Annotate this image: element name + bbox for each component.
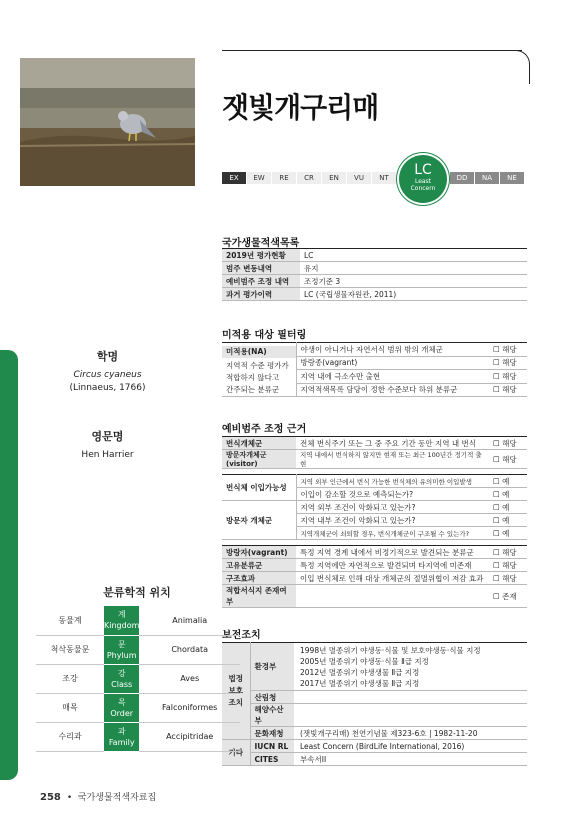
table-row — [36, 635, 240, 664]
species-photo — [20, 58, 195, 186]
ministry-line: 2005년 멸종위기 야생동·식물 Ⅱ급 지정 — [300, 656, 429, 666]
taxon-ko: 매목 — [36, 693, 104, 722]
page-number: 258 — [40, 792, 61, 803]
taxon-value: Accipitridae — [139, 722, 240, 751]
filtering-group — [222, 343, 296, 397]
conservation-heading: 보전조치 — [222, 630, 261, 641]
status-en: EN — [322, 172, 346, 184]
national-list-heading: 국가생물적색목록 — [222, 238, 300, 249]
adjustment-heading: 예비범주 조정 근거 — [222, 424, 307, 435]
legal-label-line: 조치 — [228, 698, 243, 707]
checkbox-yes[interactable]: ☐ 예 — [489, 527, 527, 540]
table-row — [222, 249, 527, 262]
table-row — [36, 722, 240, 751]
table-row — [222, 753, 527, 766]
table-row — [36, 664, 240, 693]
row-text: 이입 번식체로 인해 대상 개체군의 절멸위협이 저감 효과 — [296, 572, 489, 585]
row-label: 범주 변동내역 — [222, 262, 300, 275]
table-row — [222, 343, 527, 357]
side-tab — [0, 350, 18, 780]
status-nt: NT — [372, 172, 396, 184]
eng-name-heading: 영문명 — [91, 430, 124, 443]
taxon-rank — [104, 722, 139, 751]
status-scale — [222, 172, 525, 184]
taxon-rank — [104, 664, 139, 693]
taxon-value: Aves — [139, 664, 240, 693]
rank-ko: 목 — [117, 697, 126, 707]
taxonomy-heading-block — [52, 586, 222, 605]
table-row — [222, 727, 527, 740]
table-row — [36, 606, 240, 635]
ocean-label: 해양수산부 — [250, 704, 294, 727]
status-dd: DD — [450, 172, 474, 184]
filtering-group-label: 미적용(NA) — [222, 346, 296, 358]
table-row — [222, 559, 527, 572]
taxon-rank — [104, 693, 139, 722]
page-title: 잿빛개구리매 — [222, 91, 379, 124]
header-rule — [222, 50, 522, 51]
row-label: 번식개체군 — [222, 437, 296, 450]
status-cr: CR — [297, 172, 321, 184]
table-row — [222, 691, 527, 704]
checkbox-applicable[interactable]: ☐ 해당 — [489, 370, 527, 384]
taxon-rank — [104, 606, 139, 635]
table-row — [222, 437, 527, 450]
status-ex: EX — [222, 172, 246, 184]
taxon-ko: 척삭동물문 — [36, 635, 104, 664]
table-row — [222, 585, 527, 608]
row-value: LC — [300, 249, 527, 262]
row-text: 지역 내부 조건이 악화되고 있는가? — [296, 514, 489, 527]
row-label: 방문자개체군(visitor) — [222, 450, 296, 469]
table-row — [222, 546, 527, 559]
rank-en: Kingdom — [104, 621, 140, 631]
row-label: 방문자 개체군 — [222, 501, 296, 540]
taxonomy-heading: 분류학적 위치 — [103, 586, 171, 599]
taxon-value: Animalia — [139, 606, 240, 635]
table-row — [222, 572, 527, 585]
table-row — [222, 704, 527, 727]
checkbox-yes[interactable]: ☐ 예 — [489, 501, 527, 514]
book-title: 국가생물적색자료집 — [77, 793, 157, 803]
checkbox-applicable[interactable]: ☐ 해당 — [489, 450, 527, 469]
row-label: 적합서식지 존재여부 — [222, 585, 296, 608]
taxon-ko: 수리과 — [36, 722, 104, 751]
english-name-block — [20, 430, 195, 462]
table-row — [222, 475, 527, 488]
checkbox-yes[interactable]: ☐ 예 — [489, 488, 527, 501]
row-label: 고유분류군 — [222, 559, 296, 572]
table-row — [222, 501, 527, 514]
filtering-table — [222, 342, 527, 397]
checkbox-applicable[interactable]: ☐ 해당 — [489, 383, 527, 397]
etc-label: 기타 — [222, 740, 250, 766]
row-text: 이입이 감소할 것으로 예측되는가? — [296, 488, 489, 501]
adjustment-table — [222, 436, 527, 608]
table-row — [222, 643, 527, 691]
row-text: 야생이 아니거나 자연서식 범위 밖의 개체군 — [296, 343, 489, 357]
iucn-text: Least Concern (BirdLife International, 2016) — [294, 740, 527, 753]
checkbox-applicable[interactable]: ☐ 해당 — [489, 559, 527, 572]
sci-name-heading: 학명 — [96, 350, 119, 363]
row-text: 특정 지역 경계 내에서 비정기적으로 발견되는 분류군 — [296, 546, 489, 559]
row-text: 지역개체군이 쇠퇴할 경우, 번식개체군이 구조될 수 있는가? — [296, 527, 489, 540]
taxon-value: Falconiformes — [139, 693, 240, 722]
filtering-heading: 미적용 대상 필터링 — [222, 330, 307, 341]
taxon-rank — [104, 635, 139, 664]
page-footer — [40, 790, 156, 803]
sci-author: (Linnaeus, 1766) — [69, 383, 146, 393]
cites-text: 부속서II — [294, 753, 527, 766]
row-label: 예비범주 조정 내역 — [222, 275, 300, 288]
ministry-label: 환경부 — [250, 643, 294, 691]
status-re: RE — [272, 172, 296, 184]
table-row — [222, 262, 527, 275]
table-row — [36, 693, 240, 722]
row-label: 구조효과 — [222, 572, 296, 585]
row-text: 지역 외부 조건이 악화되고 있는가? — [296, 501, 489, 514]
rank-ko: 계 — [117, 610, 126, 620]
heritage-label: 문화재청 — [250, 727, 294, 740]
legal-label-line: 보호 — [228, 686, 243, 695]
row-text: 지역 내에 극소수만 출현 — [296, 370, 489, 384]
row-label: 방랑자(vagrant) — [222, 546, 296, 559]
checkbox-applicable[interactable]: ☐ 해당 — [489, 356, 527, 370]
row-text — [296, 585, 489, 608]
rank-ko: 강 — [117, 668, 126, 678]
table-row — [222, 288, 527, 301]
ministry-lines — [294, 643, 527, 691]
sci-name: Circus cyaneus — [73, 370, 142, 380]
iucn-label: IUCN RL — [250, 740, 294, 753]
table-row — [222, 275, 527, 288]
taxon-ko: 동물계 — [36, 606, 104, 635]
ministry-line: 1998년 멸종위기 야생동·식물 및 보호야생동·식물 지정 — [300, 645, 481, 655]
row-text: 특정 지역에만 자연적으로 발견되며 타지역에 미존재 — [296, 559, 489, 572]
national-list-table — [222, 248, 527, 301]
row-text: 지역 내에서 번식하지 않지만 현재 또는 최근 100년간 정기적 출현 — [296, 450, 489, 469]
row-value: LC (국립생물자원관, 2011) — [300, 288, 527, 301]
lc-code: LC — [414, 162, 432, 178]
status-vu: VU — [347, 172, 371, 184]
forest-label: 산림청 — [250, 691, 294, 704]
lc-badge — [399, 155, 447, 203]
checkbox-exists[interactable]: ☐ 존재 — [489, 585, 527, 608]
checkbox-applicable[interactable]: ☐ 해당 — [489, 437, 527, 450]
row-text: 전체 번식주기 또는 그 중 주요 기간 동안 지역 내 번식 — [296, 437, 489, 450]
rank-en: Class — [111, 679, 133, 689]
filtering-desc-line: 지역적 수준 평가가 — [226, 361, 289, 370]
lc-name-line1: Least — [414, 178, 432, 185]
taxon-value: Chordata — [139, 635, 240, 664]
rank-en: Order — [110, 708, 134, 718]
rank-ko: 과 — [117, 726, 126, 736]
checkbox-applicable[interactable]: ☐ 해당 — [489, 572, 527, 585]
ministry-line: 2017년 멸종위기 야생생물 Ⅱ급 지정 — [300, 678, 420, 688]
conservation-table — [222, 642, 527, 766]
header-rule-corner — [508, 50, 530, 84]
filtering-desc-line: 간주되는 분류군 — [226, 385, 280, 394]
taxon-ko: 조강 — [36, 664, 104, 693]
rank-en: Family — [108, 737, 135, 747]
row-label: 2019년 평가현황 — [222, 249, 300, 262]
filtering-desc-line: 적합하지 않다고 — [226, 373, 280, 382]
legal-label-line: 법정 — [228, 674, 243, 683]
row-value: 유지 — [300, 262, 527, 275]
table-row — [222, 450, 527, 469]
footer-separator: • — [66, 793, 78, 803]
table-row — [222, 740, 527, 753]
row-value: 조정기준 3 — [300, 275, 527, 288]
taxonomy-table — [36, 606, 240, 752]
heritage-text: (잿빛개구리매) 천연기념물 제323-6호 | 1982-11-20 — [294, 727, 527, 740]
ministry-line: 2012년 멸종위기 야생생물 Ⅱ급 지정 — [300, 667, 420, 677]
checkbox-applicable[interactable]: ☐ 해당 — [489, 343, 527, 357]
row-label: 번식체 이입가능성 — [222, 475, 296, 501]
row-text: 방랑종(vagrant) — [296, 356, 489, 370]
cites-label: CITES — [250, 753, 294, 766]
status-ne: NE — [500, 172, 524, 184]
row-label: 과거 평가이력 — [222, 288, 300, 301]
checkbox-applicable[interactable]: ☐ 해당 — [489, 546, 527, 559]
status-na: NA — [475, 172, 499, 184]
row-text: 지역 외부 인근에서 번식 가능한 번식체의 유의미한 이입발생 — [296, 475, 489, 488]
row-text: 지역적색목록 담당이 정한 수준보다 하위 분류군 — [296, 383, 489, 397]
lc-name-line2: Concern — [410, 185, 436, 192]
eng-name: Hen Harrier — [81, 450, 134, 460]
rank-en: Phylum — [106, 650, 137, 660]
checkbox-yes[interactable]: ☐ 예 — [489, 475, 527, 488]
rank-ko: 문 — [117, 639, 126, 649]
scientific-name-block — [20, 350, 195, 395]
checkbox-yes[interactable]: ☐ 예 — [489, 514, 527, 527]
status-ew: EW — [247, 172, 271, 184]
